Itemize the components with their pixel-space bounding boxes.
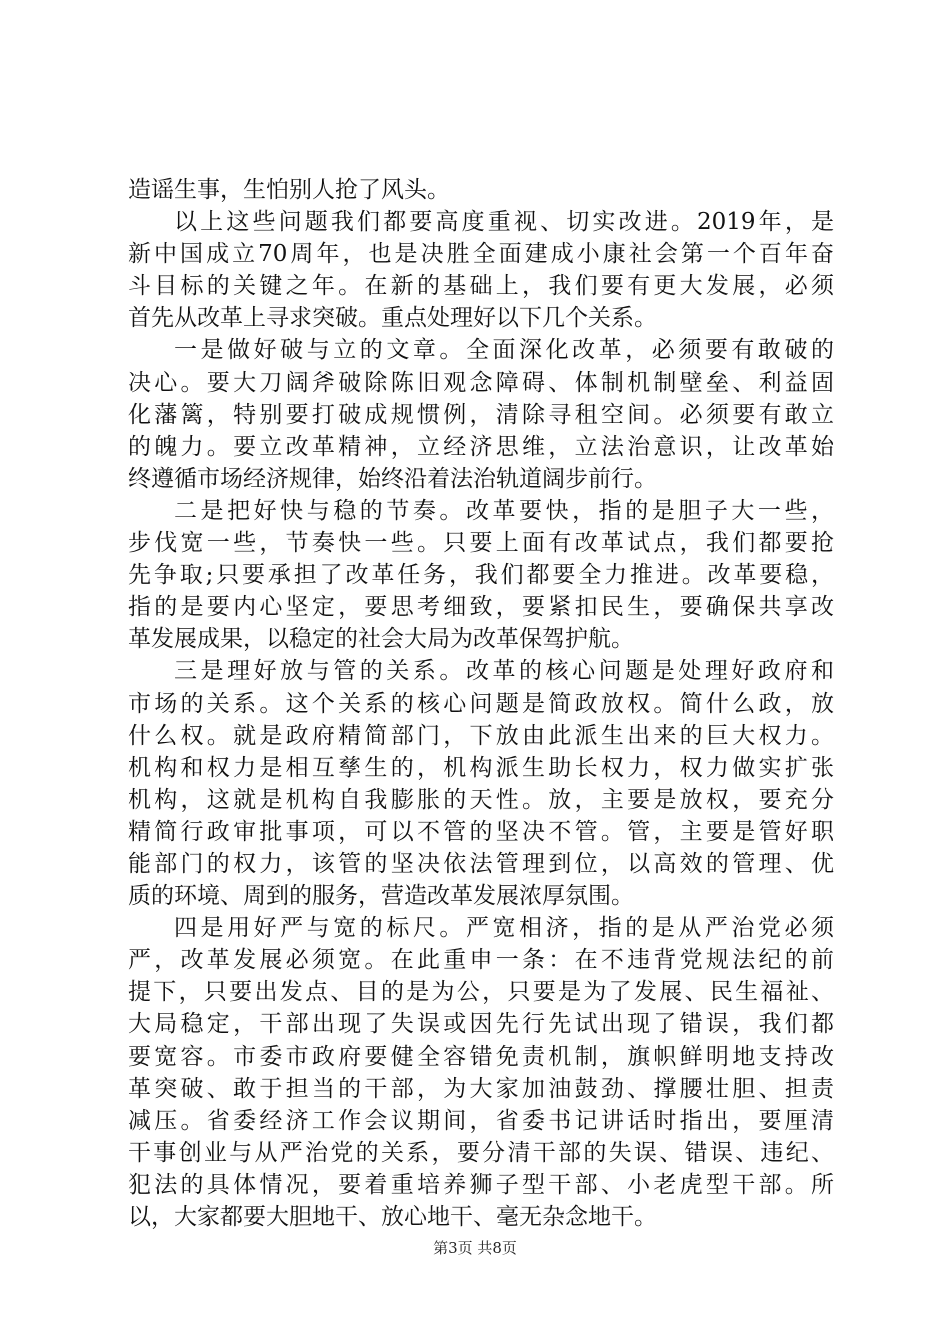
text-line: 二是把好快与稳的节奏。改革要快，指的是胆子大一些， [174,497,834,524]
text-line: 犯法的具体情况，要着重培养狮子型干部、小老虎型干部。所 [128,1171,834,1198]
text-line: 严，改革发展必须宽。在此重申一条：在不违背党规法纪的前 [128,947,834,974]
text-line: 提下，只要出发点、目的是为公，只要是为了发展、民生福祉、 [128,979,834,1006]
text-line: 决心。要大刀阔斧破除陈旧观念障碍、体制机制壁垒、利益固 [128,369,834,396]
text-line: 三是理好放与管的关系。改革的核心问题是处理好政府和 [174,658,834,685]
text-line: 新中国成立70周年，也是决胜全面建成小康社会第一个百年奋 [128,241,834,268]
text-line: 化藩篱，特别要打破成规惯例，清除寻租空间。必须要有敢立 [128,401,834,428]
text-line: 要宽容。市委市政府要健全容错免责机制，旗帜鲜明地支持改 [128,1043,834,1070]
text-line: 终遵循市场经济规律，始终沿着法治轨道阔步前行。 [128,465,657,492]
text-line: 干事创业与从严治党的关系，要分清干部的失误、错误、违纪、 [128,1139,834,1166]
text-line: 以，大家都要大胆地干、放心地干、毫无杂念地干。 [128,1204,657,1230]
text-line: 机构和权力是相互孳生的，机构派生助长权力，权力做实扩张 [128,754,834,781]
page-number-footer: 第3页 共8页 [433,1239,517,1257]
text-line: 以上这些问题我们都要高度重视、切实改进。2019年，是 [174,209,834,236]
text-line: 质的环境、周到的服务，营造改革发展浓厚氛围。 [128,883,634,910]
text-line: 造谣生事，生怕别人抢了风头。 [128,177,450,203]
text-line: 能部门的权力，该管的坚决依法管理到位，以高效的管理、优 [128,850,834,877]
text-line: 减压。省委经济工作会议期间，省委书记讲话时指出，要厘清 [128,1107,834,1134]
text-line: 步伐宽一些，节奏快一些。只要上面有改革试点，我们都要抢 [128,530,834,557]
text-line: 四是用好严与宽的标尺。严宽相济，指的是从严治党必须 [174,915,834,942]
text-line: 斗目标的关键之年。在新的基础上，我们要有更大发展，必须 [128,273,834,300]
text-line: 精简行政审批事项，可以不管的坚决不管。管，主要是管好职 [128,818,834,845]
text-line: 革发展成果，以稳定的社会大局为改革保驾护航。 [128,626,634,653]
text-line: 大局稳定，干部出现了失误或因先行先试出现了错误，我们都 [128,1011,834,1038]
text-line: 的魄力。要立改革精神，立经济思维，立法治意识，让改革始 [128,433,834,460]
text-line: 首先从改革上寻求突破。重点处理好以下几个关系。 [128,305,657,332]
text-line: 一是做好破与立的文章。全面深化改革，必须要有敢破的 [174,337,834,364]
text-line: 革突破、敢于担当的干部，为大家加油鼓劲、撑腰壮胆、担责 [128,1075,834,1102]
text-line: 什么权。就是政府精简部门，下放由此派生出来的巨大权力。 [128,722,834,749]
text-line: 机构，这就是机构自我膨胀的天性。放，主要是放权，要充分 [128,786,834,813]
document-body [128,174,834,1233]
text-line: 指的是要内心坚定，要思考细致，要紧扣民生，要确保共享改 [128,594,834,621]
text-line: 先争取;只要承担了改革任务，我们都要全力推进。改革要稳， [128,562,834,589]
text-line: 市场的关系。这个关系的核心问题是简政放权。简什么政，放 [128,690,834,717]
